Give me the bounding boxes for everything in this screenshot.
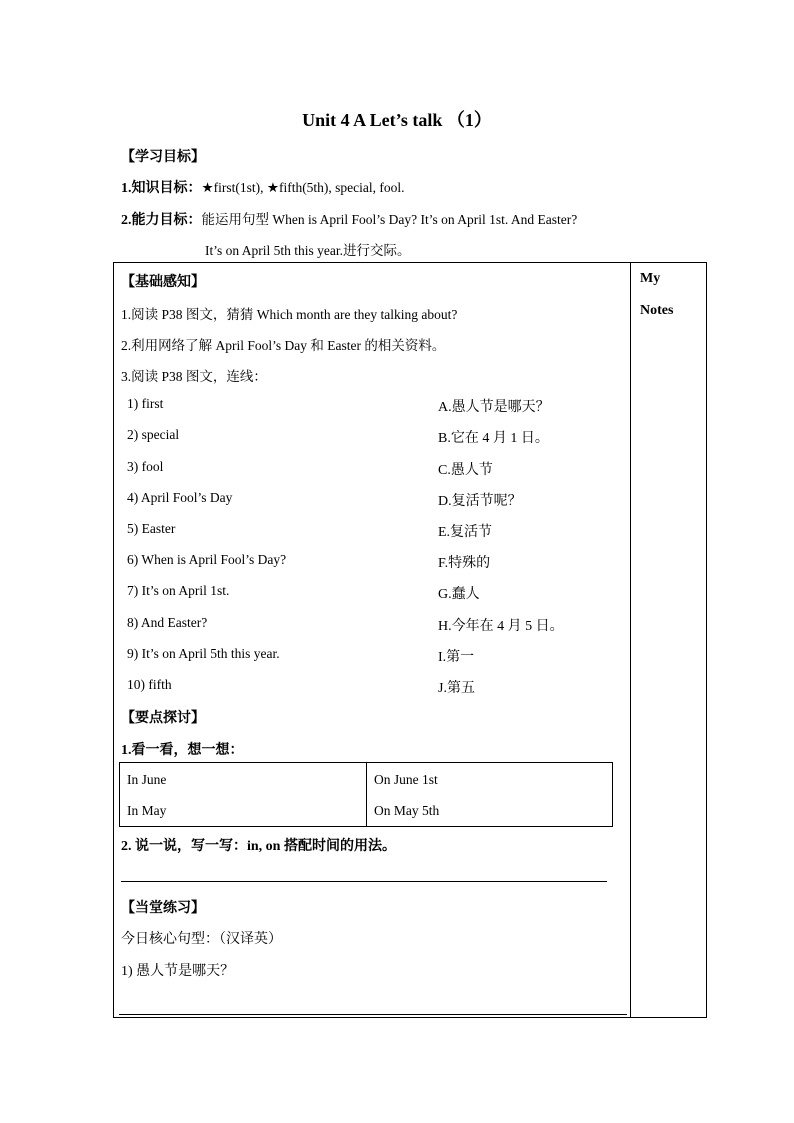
knowledge-objective (121, 177, 405, 197)
match-left-9: 9) It’s on April 5th this year. (127, 646, 280, 661)
match-right-4: D.复活节呢？ (438, 494, 522, 509)
match-right-10: J.第五 (438, 681, 475, 696)
frame-right (706, 262, 707, 1018)
look-think-label: 1.看一看，想一想： (121, 743, 244, 758)
match-right-7: G.蠢人 (438, 587, 480, 602)
ability-text-line1: 能运用句型 When is April Fool’s Day? It’s on April 1st. And Easter? (201, 212, 578, 227)
notes-label-notes: Notes (640, 303, 674, 318)
knowledge-label: 1.知识目标： (121, 181, 202, 196)
ability-objective (121, 208, 577, 229)
say-write-prompt: 2. 说一说，写一写：in, on 搭配时间的用法。 (121, 839, 396, 854)
table-left (119, 762, 120, 827)
match-right-9: I.第一 (438, 650, 475, 665)
match-right-6: F.特殊的 (438, 556, 491, 571)
basic-item-3: 3.阅读 P38 图文，连线： (121, 369, 267, 384)
match-right-3: C.愚人节 (438, 463, 493, 478)
notes-label-my: My (640, 271, 661, 286)
match-left-4: 4) April Fool’s Day (127, 490, 233, 505)
match-left-3: 3) fool (127, 459, 164, 474)
table-cell-in-may: In May (127, 803, 167, 818)
practice-intro: 今日核心句型：（汉译英） (121, 932, 282, 947)
ability-text-line2: It’s on April 5th this year.进行交际。 (205, 243, 411, 258)
answer-line (121, 881, 607, 882)
knowledge-text: ★first(1st), ★fifth(5th), special, fool. (201, 180, 405, 195)
match-left-5: 5) Easter (127, 521, 176, 536)
match-left-6: 6) When is April Fool’s Day? (127, 552, 287, 567)
match-left-1: 1) first (127, 396, 164, 411)
inner-bottom-rule (119, 1014, 627, 1015)
keypoints-heading: 【要点探讨】 (121, 711, 205, 726)
table-cell-on-june-1st: On June 1st (374, 772, 438, 787)
basic-item-2: 2.利用网络了解 April Fool’s Day 和 Easter 的相关资料。 (121, 338, 446, 353)
match-right-8: H.今年在 4 月 5 日。 (438, 619, 564, 634)
frame-bottom (113, 1017, 707, 1018)
match-right-1: A.愚人节是哪天？ (438, 400, 550, 415)
frame-left (113, 262, 114, 1018)
table-right (612, 762, 613, 827)
table-divider (366, 762, 367, 827)
table-cell-on-may-5th: On May 5th (374, 803, 440, 818)
match-right-5: E.复活节 (438, 525, 493, 540)
ability-label: 2.能力目标： (121, 213, 202, 228)
practice-question-1: 1) 愚人节是哪天？ (121, 964, 235, 979)
practice-heading: 【当堂练习】 (121, 901, 205, 916)
match-left-10: 10) fifth (127, 677, 172, 692)
match-left-2: 2) special (127, 427, 180, 442)
basic-heading: 【基础感知】 (121, 275, 205, 290)
match-right-2: B.它在 4 月 1 日。 (438, 431, 549, 446)
frame-top (113, 262, 707, 263)
table-cell-in-june: In June (127, 772, 167, 787)
basic-item-1: 1.阅读 P38 图文，猜猜 Which month are they talking about? (121, 307, 458, 322)
objectives-heading: 【学习目标】 (121, 150, 205, 165)
match-left-8: 8) And Easter? (127, 615, 208, 630)
page-title: Unit 4 A Let’s talk （1） (302, 110, 492, 130)
match-left-7: 7) It’s on April 1st. (127, 583, 230, 598)
notes-divider (630, 262, 631, 1018)
